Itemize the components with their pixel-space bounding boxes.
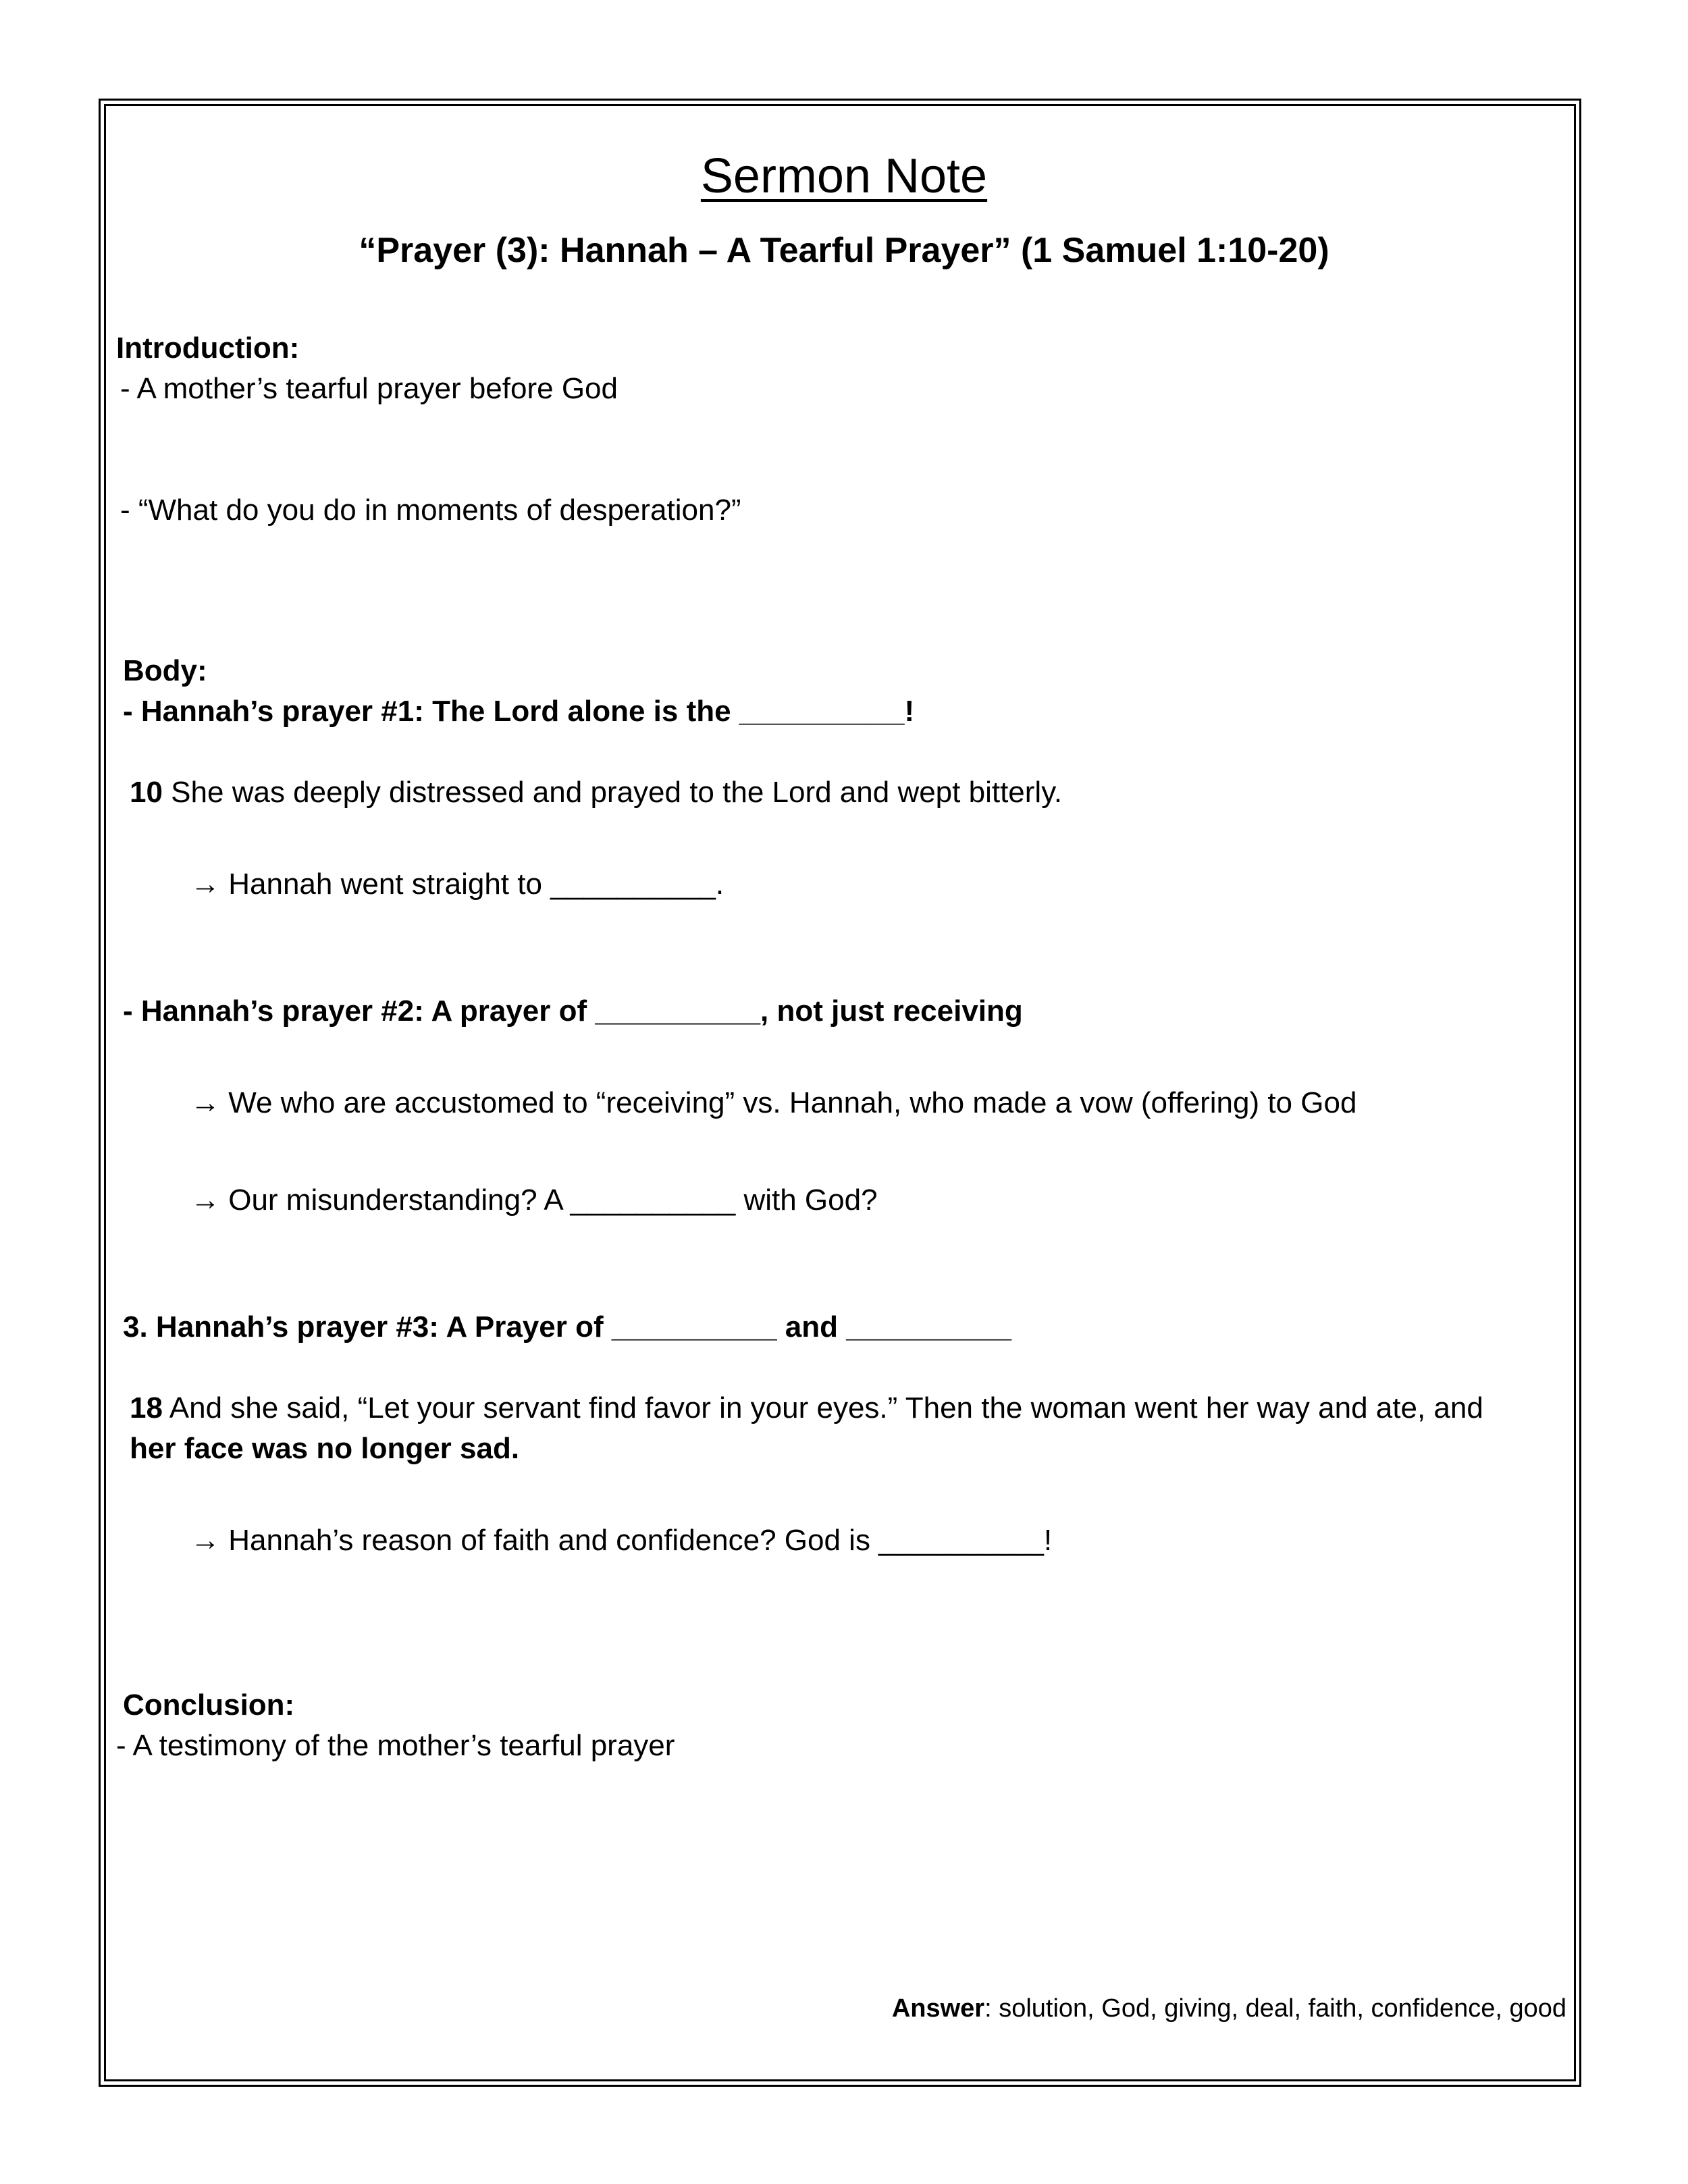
answer-label: Answer — [891, 1994, 985, 2023]
body-point-1: - Hannah’s prayer #1: The Lord alone is the __________! — [123, 695, 915, 728]
answer-text: : solution, God, giving, deal, faith, confidence, good — [984, 1994, 1566, 2023]
verse-18-text: And she said, “Let your servant find favor in your eyes.” Then the woman went her way and ate, and — [162, 1391, 1483, 1424]
body-heading: Body: — [123, 654, 207, 687]
arrow-note-4: → Hannah’s reason of faith and confidence? God is __________! — [190, 1524, 1053, 1557]
introduction-item-1: - A mother’s tearful prayer before God — [120, 372, 618, 405]
verse-18 — [130, 1391, 1483, 1427]
arrow-note-2: → We who are accustomed to “receiving” vs. Hannah, who made a vow (offering) to God — [190, 1086, 1357, 1119]
body-point-2: - Hannah’s prayer #2: A prayer of __________, not just receiving — [123, 994, 1023, 1028]
verse-18-line-2: her face was no longer sad. — [130, 1432, 520, 1465]
conclusion-heading: Conclusion: — [123, 1688, 295, 1722]
verse-18-number: 18 — [130, 1391, 163, 1424]
body-point-3: 3. Hannah’s prayer #3: A Prayer of __________ and __________ — [123, 1310, 1011, 1343]
arrow-note-3: → Our misunderstanding? A __________ with God? — [190, 1183, 878, 1217]
verse-10-number: 10 — [130, 776, 163, 809]
answer-key — [892, 1994, 1566, 2025]
conclusion-item-1: - A testimony of the mother’s tearful prayer — [116, 1729, 675, 1762]
verse-10 — [130, 775, 1062, 811]
verse-10-text: She was deeply distressed and prayed to the Lord and wept bitterly. — [162, 776, 1063, 809]
sermon-subtitle: “Prayer (3): Hannah – A Tearful Prayer” (1 Samuel 1:10-20) — [359, 231, 1329, 270]
introduction-item-2: - “What do you do in moments of desperation?” — [120, 494, 741, 527]
arrow-note-1: → Hannah went straight to __________. — [190, 868, 724, 901]
introduction-heading: Introduction: — [116, 331, 300, 365]
page-title: Sermon Note — [700, 149, 988, 203]
